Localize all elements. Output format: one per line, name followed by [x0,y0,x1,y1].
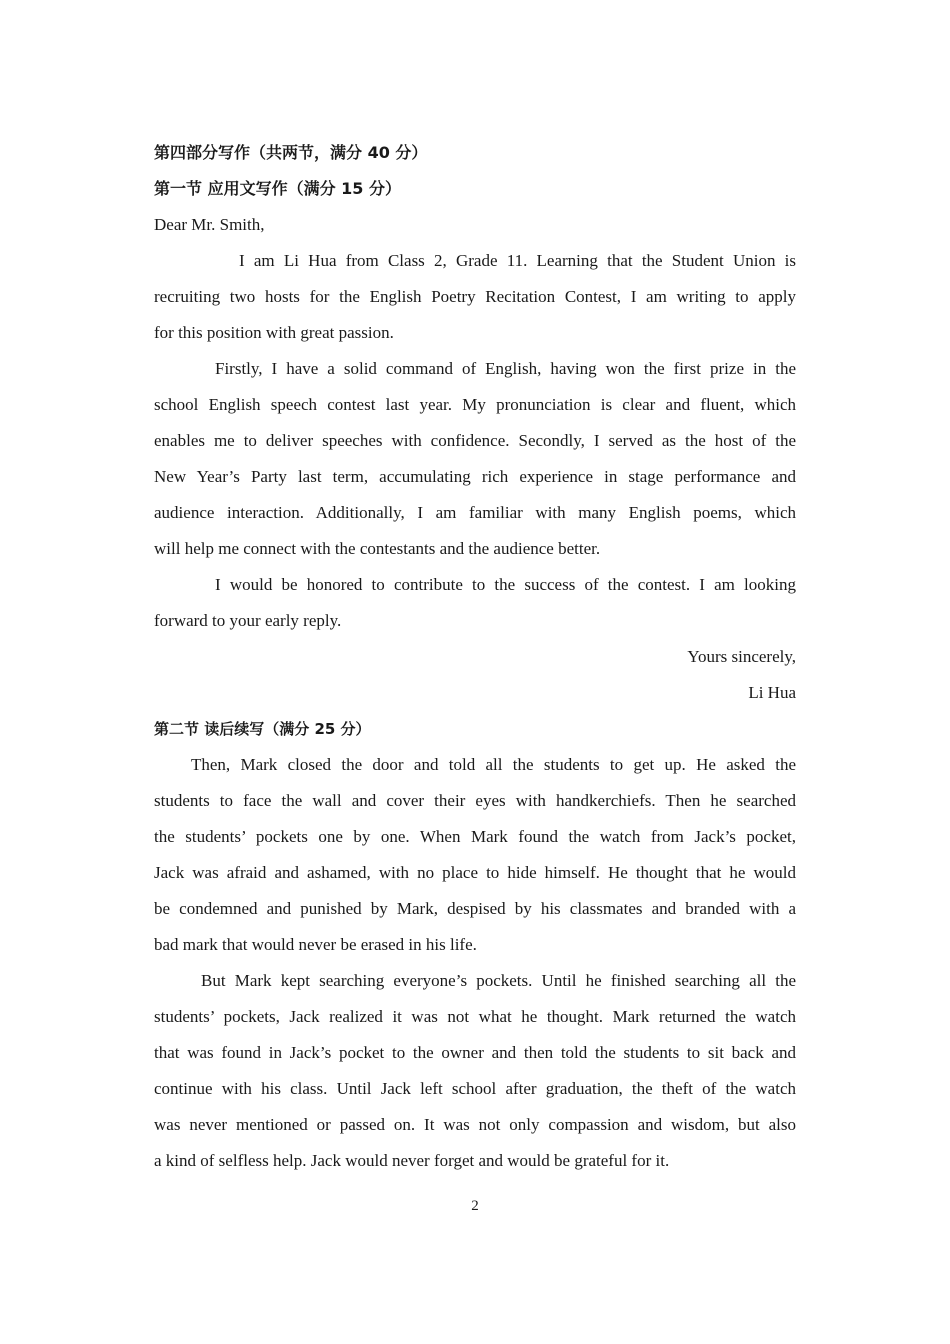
text-line: will help me connect with the contestants and the audience better. [154,539,601,558]
text-line: continue with his class. Until Jack left school after graduation, the theft of the watch [154,1079,796,1098]
text-line: was never mentioned or passed on. It was not only compassion and wisdom, but also [154,1115,796,1134]
text-line: forward to your early reply. [154,611,342,630]
section-one-heading: 第一节 应用文写作（满分 15 分） [154,179,401,198]
text-line: Firstly, I have a solid command of English, having won the first prize in the [215,359,796,378]
text-line: I would be honored to contribute to the success of the contest. I am looking [215,575,796,594]
story-paragraph [154,963,796,1179]
page-number: 2 [471,1198,479,1214]
letter-salutation: Dear Mr. Smith, [154,215,265,234]
letter-paragraph [154,243,796,351]
text-line: But Mark kept searching everyone’s pockets. Until he finished searching all the [201,971,796,990]
text-line: Jack was afraid and ashamed, with no place to hide himself. He thought that he would [154,863,796,882]
section-two-heading: 第二节 读后续写（满分 25 分） [154,720,371,738]
text-line: be condemned and punished by Mark, despised by his classmates and branded with a [154,899,796,918]
document-page [154,135,796,1179]
text-line: for this position with great passion. [154,323,394,342]
text-line: school English speech contest last year. My pronunciation is clear and fluent, which [154,395,796,414]
text-line: enables me to deliver speeches with confidence. Secondly, I served as the host of the [154,431,796,450]
text-line: Then, Mark closed the door and told all the students to get up. He asked the [191,755,796,774]
text-line: I am Li Hua from Class 2, Grade 11. Learning that the Student Union is [239,251,796,270]
text-line: students to face the wall and cover their eyes with handkerchiefs. Then he searched [154,791,796,810]
text-line: a kind of selfless help. Jack would never forget and would be grateful for it. [154,1151,670,1170]
text-line: that was found in Jack’s pocket to the owner and then told the students to sit back and [154,1043,796,1062]
letter-paragraph [154,351,796,567]
text-line: audience interaction. Additionally, I am familiar with many English poems, which [154,503,796,522]
letter-signature: Li Hua [748,683,796,702]
story-paragraph [154,747,796,963]
text-line: recruiting two hosts for the English Poetry Recitation Contest, I am writing to apply [154,287,796,306]
text-line: students’ pockets, Jack realized it was not what he thought. Mark returned the watch [154,1007,796,1026]
letter-paragraph [154,567,796,639]
letter-closing: Yours sincerely, [687,647,796,666]
text-line: New Year’s Party last term, accumulating rich experience in stage performance and [154,467,796,486]
text-line: bad mark that would never be erased in his life. [154,935,477,954]
part-four-heading: 第四部分写作（共两节，满分 40 分） [154,143,428,162]
text-line: the students’ pockets one by one. When Mark found the watch from Jack’s pocket, [154,827,796,846]
